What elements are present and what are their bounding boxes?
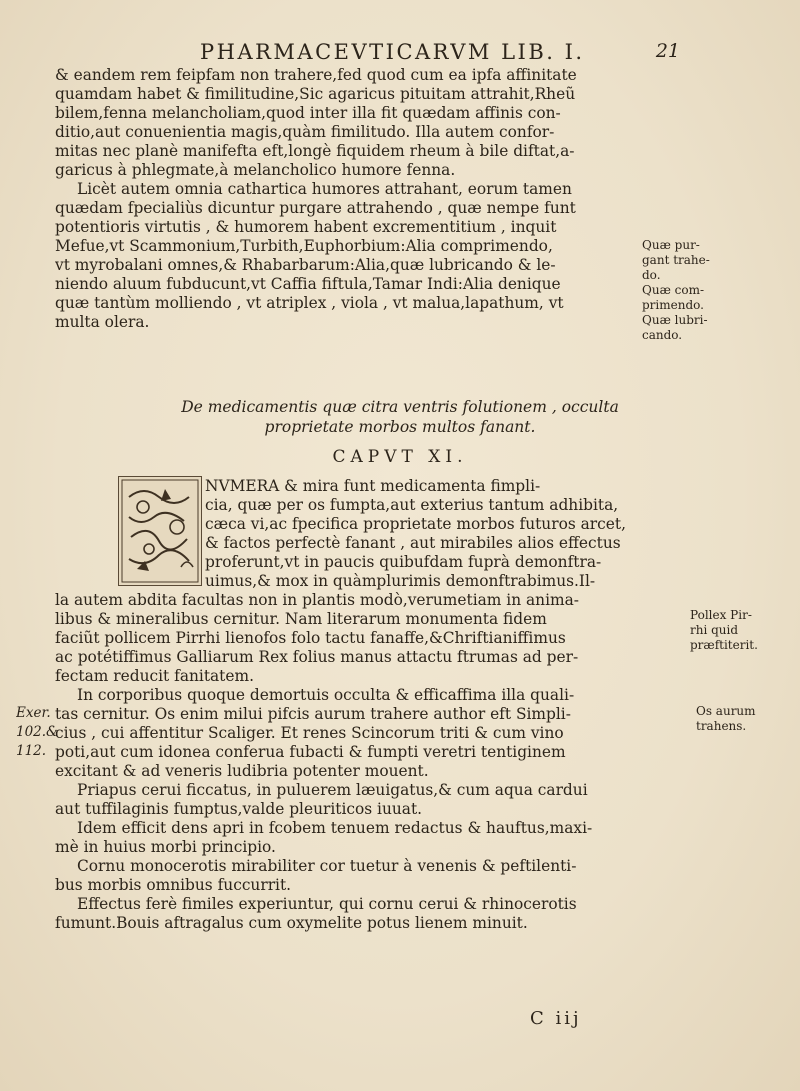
text-line: fumunt.Bouis aftragalus cum oxymelite potus lienem minuit.	[55, 914, 528, 932]
margin-line: gant trahe-	[642, 253, 710, 267]
text-line: & factos perfectè fanant , aut mirabiles alios effectus	[205, 534, 621, 552]
margin-note-pyrrhus	[690, 608, 758, 653]
text-line: proferunt,vt in paucis quibufdam fuprà demonftra-	[205, 553, 602, 571]
chapter-title-line: proprietate morbos multos fanant.	[264, 418, 536, 436]
text-line: Cornu monocerotis mirabiliter cor tuetur à venenis & peftilenti-	[77, 857, 577, 875]
text-line: mitas nec planè manifefta eft,longè fiquidem rheum à bile diftat,a-	[55, 142, 575, 160]
running-title: PHARMACEVTICARVM LIB. I.	[200, 40, 585, 64]
chapter-title-line: De medicamentis quæ citra ventris folutionem , occulta	[181, 398, 619, 416]
margin-line: 102.&	[16, 724, 59, 740]
text-line: cius , cui affentitur Scaliger. Et renes Scincorum triti & cum vino	[55, 724, 564, 742]
text-line: Idem efficit dens apri in fcobem tenuem redactus & hauftus,maxi-	[77, 819, 593, 837]
ornament-icon	[119, 477, 201, 585]
signature-mark: C iij	[530, 1008, 582, 1029]
text-line: vt myrobalani omnes,& Rhabarbarum:Alia,quæ lubricando & le-	[55, 256, 556, 274]
text-line: multa olera.	[55, 313, 150, 331]
margin-line: do.	[642, 268, 661, 282]
text-line: ditio,aut conuenientia magis,quàm fimilitudo. Illa autem confor-	[55, 123, 555, 141]
margin-line: Exer.	[16, 705, 51, 721]
text-line: potentioris virtutis , & humorem habent excrementitium , inquit	[55, 218, 557, 236]
text-line: bilem,fenna melancholiam,quod inter illa fit quædam affinis con-	[55, 104, 561, 122]
text-line: libus & mineralibus cernitur. Nam literarum monumenta fidem	[55, 610, 547, 628]
margin-line: rhi quid	[690, 623, 739, 637]
decorated-initial-ornament	[118, 476, 202, 586]
text-line: cia, quæ per os fumpta,aut exterius tantum adhibita,	[205, 496, 619, 514]
text-line: Priapus cerui ficcatus, in puluerem læuigatus,& cum aqua cardui	[77, 781, 588, 799]
main-paragraph-2	[55, 591, 685, 933]
text-line: tas cernitur. Os enim milui pifcis aurum trahere author eft Simpli-	[55, 705, 571, 723]
text-line: fectam reducit fanitatem.	[55, 667, 254, 685]
text-line: mè in huius morbi principio.	[55, 838, 276, 856]
chapter-number: CAPVT XI.	[332, 447, 468, 467]
text-line: poti,aut cum idonea conferua fubacti & fumpti veretri tentiginem	[55, 743, 566, 761]
text-line: uimus,& mox in quàmplurimis demonftrabimus.Il-	[205, 572, 596, 590]
margin-line: Os aurum	[696, 704, 756, 718]
page-header	[120, 40, 680, 68]
text-line: aut tuffilaginis fumptus,valde pleuriticos iuuat.	[55, 800, 423, 818]
chapter-title	[0, 397, 800, 437]
margin-note-purgatives	[642, 238, 710, 343]
text-line: la autem abdita facultas non in plantis modò,verumetiam in anima-	[55, 591, 579, 609]
text-line: quæ tantùm molliendo , vt atriplex , viola , vt malua,lapathum, vt	[55, 294, 564, 312]
main-paragraph-1	[55, 66, 685, 332]
text-line: NVMERA & mira funt medicamenta fimpli-	[205, 477, 541, 495]
text-line: garicus à phlegmate,à melancholico humore fenna.	[55, 161, 456, 179]
page-number: 21	[655, 40, 680, 62]
text-line: bus morbis omnibus fuccurrit.	[55, 876, 292, 894]
text-line: & eandem rem feipfam non trahere,fed quod cum ea ipfa affinitate	[55, 66, 577, 84]
margin-note-os-aurum	[696, 704, 756, 734]
margin-line: primendo.	[642, 298, 704, 312]
text-line: Licèt autem omnia cathartica humores attrahant, eorum tamen	[77, 180, 572, 198]
margin-line: Quæ pur-	[642, 238, 700, 252]
text-line: faciũt pollicem Pirrhi lienofos folo tactu fanaffe,&Chriftianiffimus	[55, 629, 566, 647]
text-line: quamdam habet & fimilitudine,Sic agaricus pituitam attrahit,Rheũ	[55, 85, 576, 103]
text-line: cæca vi,ac fpecifica proprietate morbos futuros arcet,	[205, 515, 626, 533]
margin-line: Quæ lubri-	[642, 313, 708, 327]
text-line: excitant & ad veneris ludibria potenter mouent.	[55, 762, 429, 780]
margin-line: trahens.	[696, 719, 747, 733]
text-line: ac potétiffimus Galliarum Rex folius manus attactu ftrumas ad per-	[55, 648, 579, 666]
text-line: Mefue,vt Scammonium,Turbith,Euphorbium:Alia comprimendo,	[55, 237, 553, 255]
margin-note-exercitation	[16, 704, 58, 761]
text-line: quædam fpecialiùs dicuntur purgare attrahendo , quæ nempe funt	[55, 199, 576, 217]
chapter-opening-paragraph	[205, 477, 685, 591]
text-line: niendo aluum fubducunt,vt Caffia fiftula,Tamar Indi:Alia denique	[55, 275, 561, 293]
margin-line: Quæ com-	[642, 283, 705, 297]
margin-line: cando.	[642, 328, 683, 342]
margin-line: 112.	[16, 743, 47, 759]
margin-line: Pollex Pir-	[690, 608, 752, 622]
text-line: In corporibus quoque demortuis occulta & efficaffima illa quali-	[77, 686, 575, 704]
margin-line: præftiterit.	[690, 638, 758, 652]
text-line: Effectus ferè fimiles experiuntur, qui cornu cerui & rhinocerotis	[77, 895, 577, 913]
